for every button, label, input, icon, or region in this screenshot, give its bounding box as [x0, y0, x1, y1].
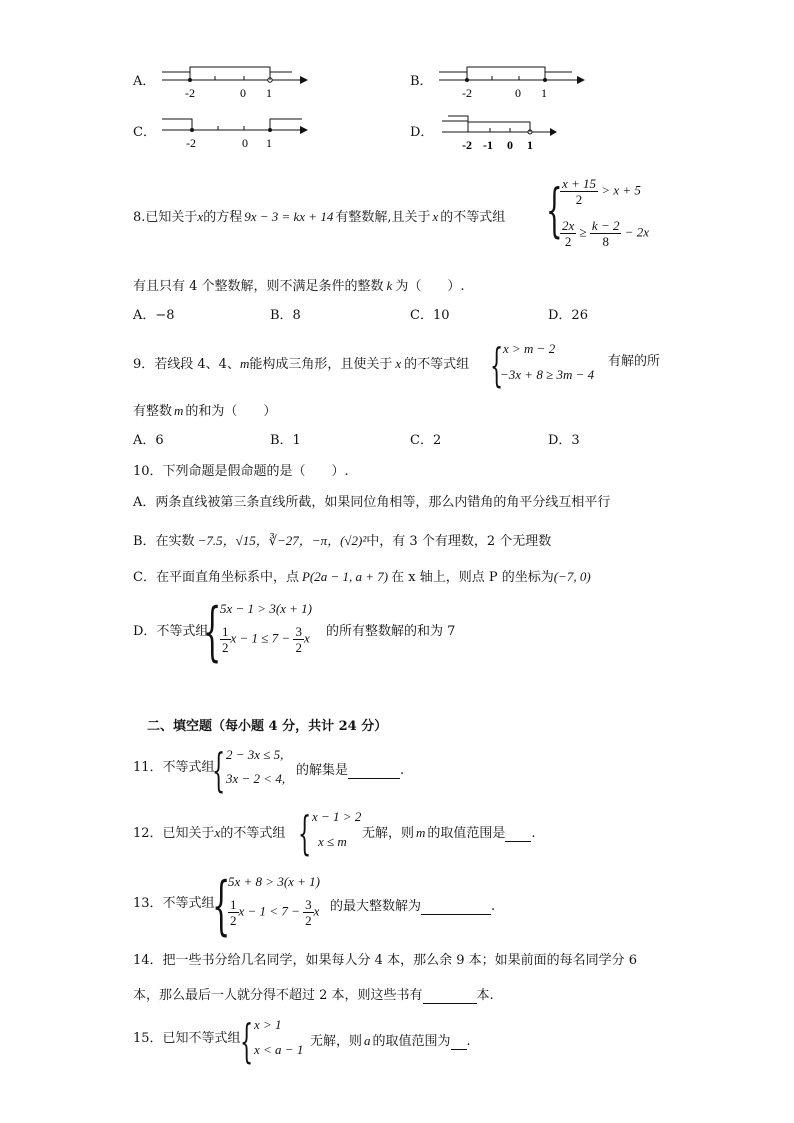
answer-blank[interactable] [505, 826, 531, 842]
q10-d-tail: 的所有整数解的和为 7 [326, 624, 456, 639]
tick-label: 0 [240, 86, 246, 100]
svg-text:-1: -1 [483, 138, 493, 152]
q8-inequality-1: $\frac{x + 15}{2}$ > x + 5 [562, 176, 641, 207]
answer-blank[interactable] [423, 988, 477, 1004]
question-9-line2: 有整数 m 的和为（ ） [133, 403, 277, 419]
q10-option-b[interactable]: B．在实数 −7.5，√15，∛−27，−π，(√2)²中，有 3 个有理数，2 个无理数 [133, 533, 552, 549]
option-a-label: A． [133, 74, 156, 89]
q11-inequality-2: 3x − 2 < 4, [226, 771, 286, 786]
q10-option-a[interactable]: A．两条直线被第三条直线所截，如果同位角相等，那么内错角的角平分线互相平行 [133, 495, 611, 510]
system-brace: { [490, 338, 504, 392]
q10-d-inequality-1: 5x − 1 > 3(x + 1) [220, 601, 313, 616]
q9-option-c[interactable]: C．2 [410, 433, 442, 448]
q8-option-b[interactable]: B．8 [270, 308, 301, 323]
q9-inequality-1: x > m − 2 [503, 341, 556, 356]
svg-text:1: 1 [266, 136, 272, 150]
system-brace: { [298, 806, 312, 860]
q12-inequality-1: x − 1 > 2 [312, 809, 362, 824]
svg-text:-2: -2 [186, 136, 196, 150]
number-line-c [160, 110, 310, 152]
q9-option-d[interactable]: D．3 [548, 433, 580, 448]
q9-option-b[interactable]: B．1 [270, 433, 301, 448]
option-d-label: D． [410, 125, 434, 140]
system-brace: { [203, 595, 222, 669]
system-brace: { [212, 869, 231, 943]
q13-inequality-1: 5x + 8 > 3(x + 1) [228, 874, 321, 889]
q15-inequality-2: x < a − 1 [254, 1042, 304, 1057]
option-c-label: C． [133, 125, 156, 140]
svg-text:1: 1 [527, 138, 533, 152]
q11-inequality-1: 2 − 3x ≤ 5, [226, 747, 284, 762]
q8-option-a[interactable]: A．−8 [133, 308, 175, 323]
svg-text:-2: -2 [462, 138, 472, 152]
question-13-stem: 13．不等式组 [133, 896, 215, 911]
q10-option-d-label[interactable]: D．不等式组 [133, 624, 209, 639]
q15-answer-line: 无解，则 a 的取值范围为 . [310, 1033, 471, 1049]
q13-answer-line: 的最大整数解为 . [330, 899, 496, 914]
question-8-stem: 8.已知关于x的方程 9x − 3 = kx + 14 有整数解,且关于 x 的不等式组 [133, 209, 506, 225]
question-9-tail: 有解的所 [608, 354, 661, 369]
q8-option-d[interactable]: D．26 [548, 308, 588, 323]
question-15-stem: 15．已知不等式组 [133, 1031, 241, 1046]
question-14-line1: 14．把一些书分给几名同学，如果每人分 4 本，那么余 9 本；如果前面的每名同学分 6 [133, 953, 638, 968]
tick-label: 1 [266, 86, 272, 100]
question-11-stem: 11．不等式组 [133, 760, 215, 775]
section-2-title: 二、填空题（每小题 4 分，共计 24 分） [147, 719, 388, 734]
svg-text:1: 1 [541, 86, 547, 100]
svg-text:0: 0 [507, 138, 513, 152]
number-line-a [160, 60, 310, 102]
q10-option-c[interactable]: C．在平面直角坐标系中，点 P(2a − 1, a + 7) 在 x 轴上，则点 P 的坐标为(−7, 0) [133, 569, 591, 585]
option-b-label: B． [410, 74, 433, 89]
q12-answer-line: 无解，则 m 的取值范围是 . [362, 825, 536, 841]
svg-text:-2: -2 [462, 86, 472, 100]
q11-answer-line: 的解集是 . [296, 763, 405, 778]
q13-inequality-2: $\frac{1}{2}$ x − 1 < 7 − $\frac{3}{2}$ x [230, 897, 320, 928]
system-brace: { [546, 176, 563, 244]
number-line-d [440, 110, 560, 152]
question-8-line2: 有且只有 4 个整数解，则不满足条件的整数 k 为（ ）. [133, 278, 465, 294]
question-14-line2: 本，那么最后一人就分得不超过 2 本，则这些书有 本. [133, 988, 494, 1003]
number-line-b [437, 60, 587, 102]
system-brace: { [212, 743, 226, 797]
q8-inequality-2: $\frac{2x}{2}$ ≥ $\frac{k - 2}{8}$ − 2x [562, 218, 650, 249]
q10-d-inequality-2: $\frac{1}{2}$ x − 1 ≤ 7 − $\frac{3}{2}$ x [222, 624, 310, 655]
answer-blank[interactable] [451, 1034, 467, 1050]
q8-option-c[interactable]: C．10 [410, 308, 450, 323]
answer-blank[interactable] [348, 763, 400, 779]
question-10-stem: 10．下列命题是假命题的是（ ）. [133, 464, 349, 479]
q12-inequality-2: x ≤ m [318, 834, 347, 849]
question-12-stem: 12．已知关于x的不等式组 [133, 825, 286, 841]
q9-option-a[interactable]: A．6 [133, 433, 164, 448]
answer-blank[interactable] [421, 899, 491, 915]
q15-inequality-1: x > 1 [254, 1017, 282, 1032]
tick-label: -2 [185, 86, 195, 100]
q9-inequality-2: −3x + 8 ≥ 3m − 4 [500, 367, 595, 382]
question-9-stem: 9．若线段 4、4、m能构成三角形，且使关于 x 的不等式组 [133, 356, 470, 372]
system-brace: { [240, 1014, 254, 1068]
svg-text:0: 0 [242, 136, 248, 150]
svg-text:0: 0 [515, 86, 521, 100]
